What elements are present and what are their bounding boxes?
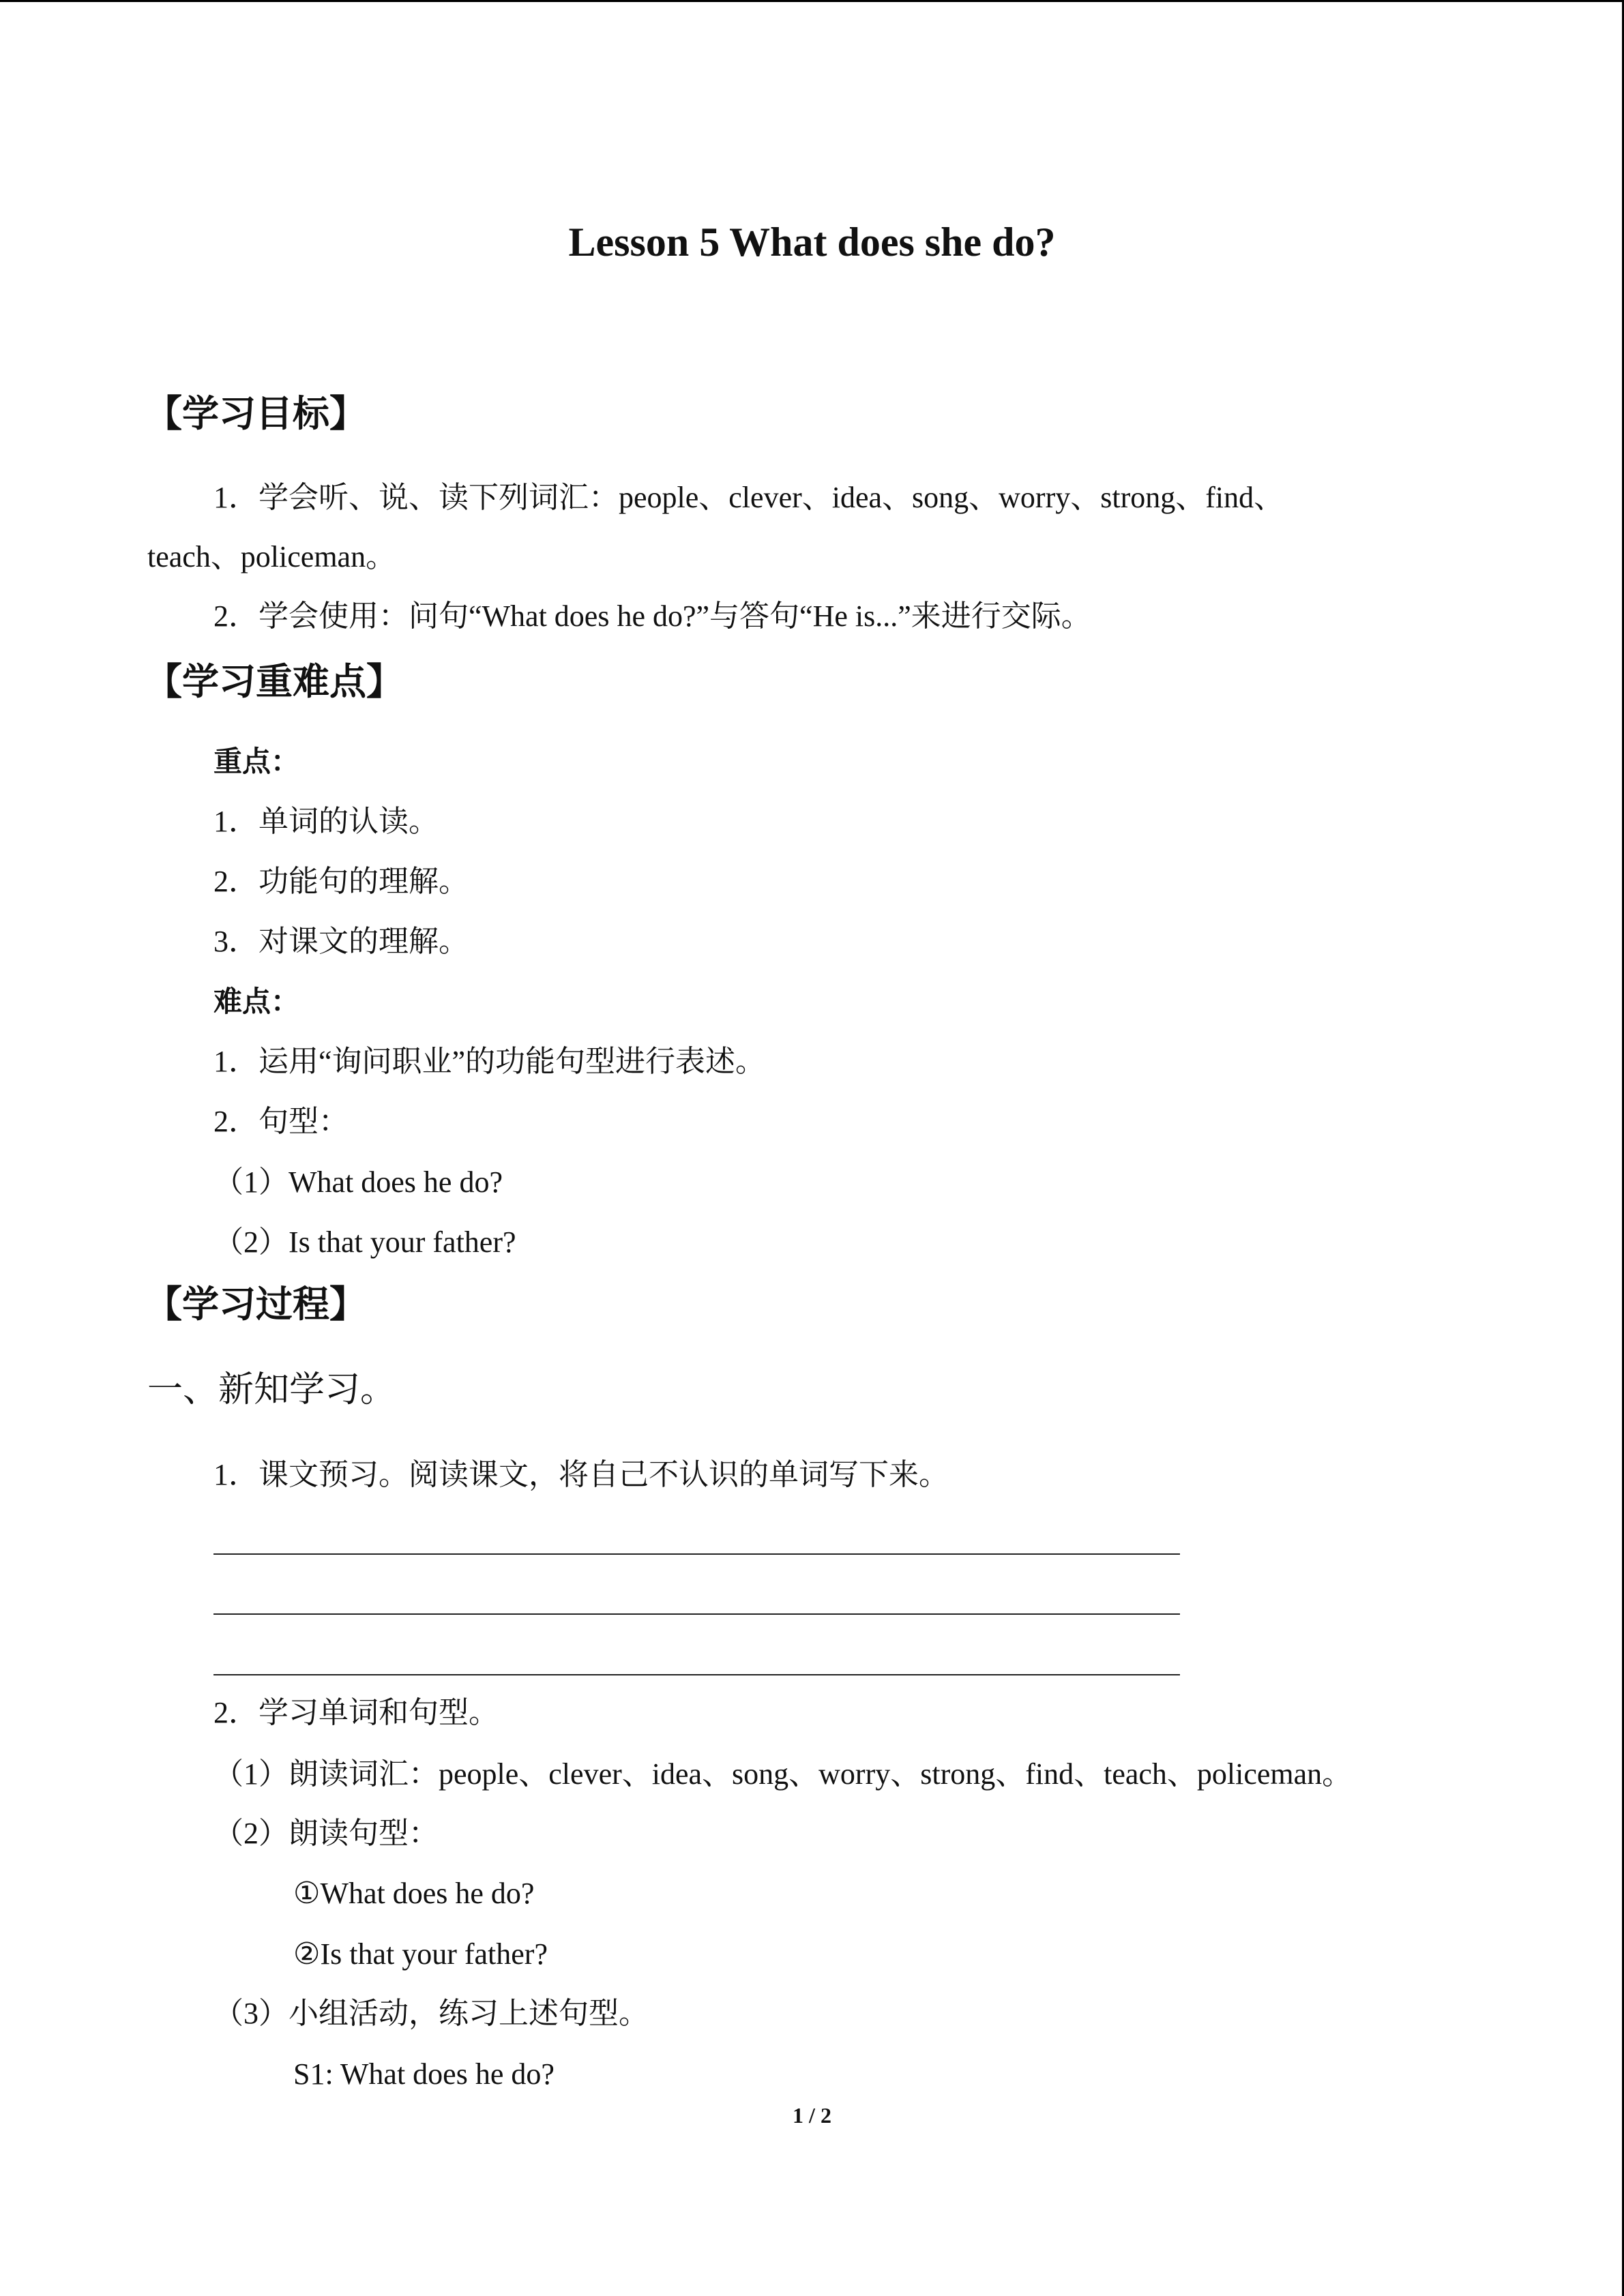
answer-blank-line-3[interactable]	[213, 1674, 1180, 1675]
sub-step-1-read-words: （1）朗读词汇：people、clever、idea、song、worry、strong、find、teach、policeman。	[213, 1757, 1353, 1791]
section-heading-key-points: 【学习重难点】	[145, 660, 403, 703]
answer-blank-line-2[interactable]	[213, 1613, 1180, 1615]
focus-item-3: 3．对课文的理解。	[213, 925, 469, 958]
step-2-words-and-patterns: 2．学习单词和句型。	[213, 1696, 499, 1729]
step-1-preview: 1．课文预习。阅读课文，将自己不认识的单词写下来。	[213, 1458, 949, 1491]
sentence-pattern-2: （2）Is that your father?	[213, 1225, 516, 1259]
practice-sentence-2: ②Is that your father?	[293, 1937, 548, 1971]
sentence-pattern-1: （1）What does he do?	[213, 1165, 503, 1199]
page-number: 1 / 2	[793, 2103, 831, 2128]
sub-step-2-read-patterns: （2）朗读句型：	[213, 1817, 439, 1850]
difficulty-item-2: 2．句型：	[213, 1105, 349, 1138]
objective-item-2: 2．学会使用：问句“What does he do?”与答句“He is...”来进行交际。	[213, 599, 1091, 633]
objective-item-1-line-2: teach、policeman。	[147, 540, 396, 573]
difficulty-item-1: 1．运用“询问职业”的功能句型进行表述。	[213, 1045, 766, 1078]
practice-sentence-1: ①What does he do?	[293, 1877, 535, 1910]
sub-step-3-group-activity: （3）小组活动，练习上述句型。	[213, 1997, 649, 2030]
focus-item-2: 2．功能句的理解。	[213, 865, 469, 898]
section-heading-process: 【学习过程】	[145, 1283, 366, 1326]
difficulty-label: 难点：	[213, 985, 300, 1018]
page-title: Lesson 5 What does she do?	[568, 220, 1056, 265]
page-border-top	[0, 0, 1624, 2]
focus-item-1: 1．单词的认读。	[213, 805, 439, 838]
objective-item-1-line-1: 1．学会听、说、读下列词汇：people、clever、idea、song、worry、strong、find、	[213, 481, 1284, 514]
answer-blank-line-1[interactable]	[213, 1553, 1180, 1555]
part-1-heading: 一、新知学习。	[147, 1371, 396, 1410]
section-heading-objectives: 【学习目标】	[145, 392, 366, 435]
focus-label: 重点：	[213, 745, 300, 778]
dialogue-line-s1: S1: What does he do?	[293, 2057, 555, 2091]
